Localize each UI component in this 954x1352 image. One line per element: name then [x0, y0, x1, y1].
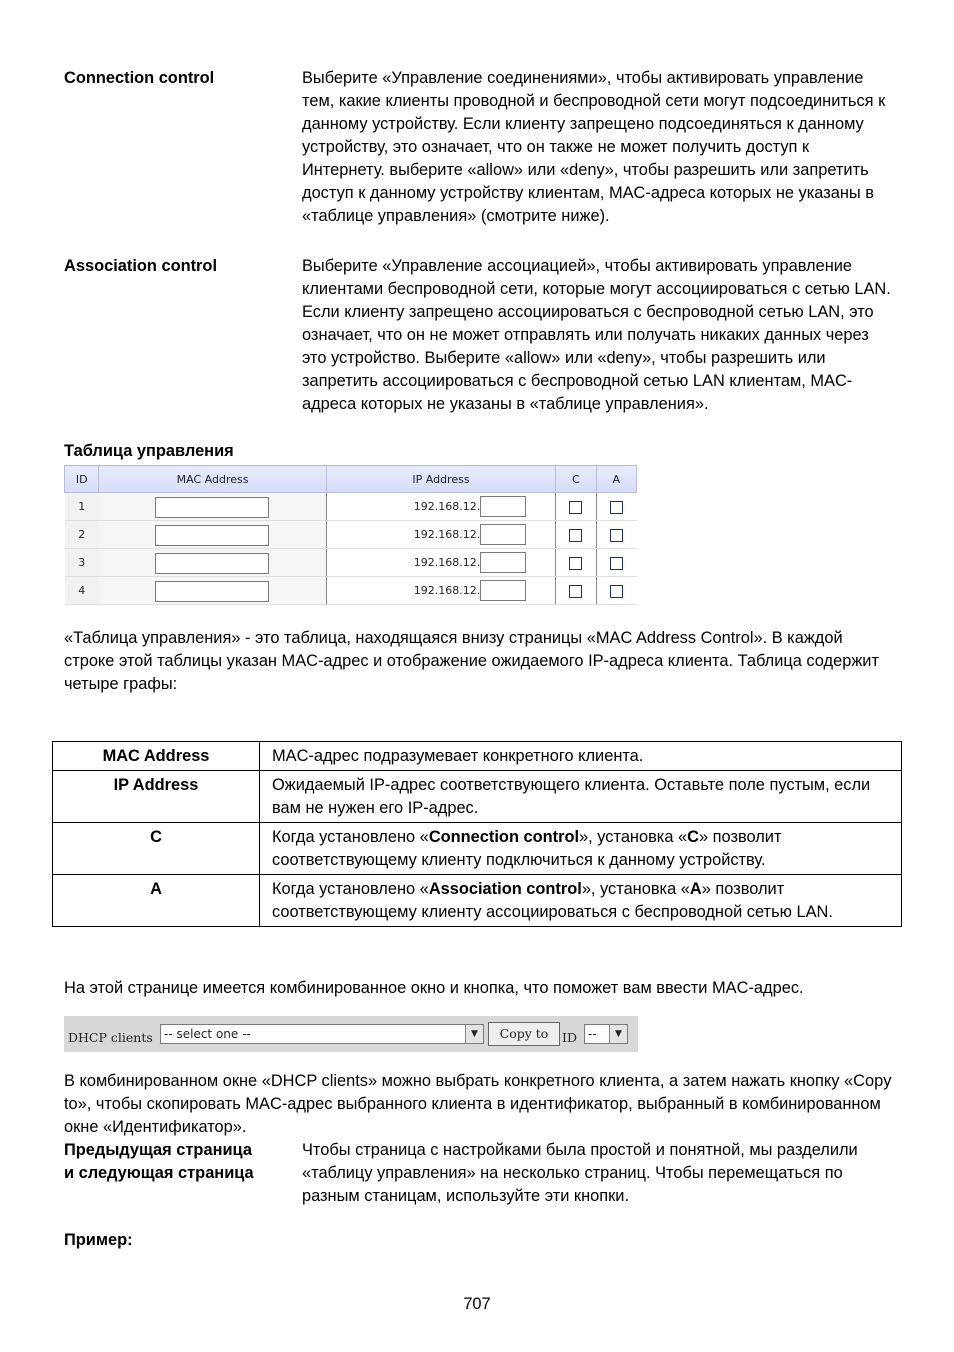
col-header-ip: IP Address	[326, 466, 556, 493]
ip-prefix: 192.168.12.	[413, 500, 481, 513]
desc-connection-control: Выберите «Управление соединениями», чтобы активировать управление тем, какие клиенты проводной и беспроводной сети могут подсоединиться к данному устройству. Если клиенту запрещено подсоединяться к данному устройству, это означает, что он также не может получить доступ к Интернету. выберите «allow» или «deny», чтобы разрешить или запретить доступ к данному устройству клиентам, MAC-адреса которых не указаны в «таблице управления» (смотрите ниже).	[302, 69, 886, 225]
def-key-ip: IP Address	[53, 771, 260, 823]
def-text-mac: MAC-адрес подразумевает конкретного клиента.	[260, 742, 902, 771]
table-row	[65, 577, 637, 605]
def-key-mac: MAC Address	[53, 742, 260, 771]
term-connection-control: Connection control	[64, 69, 215, 87]
dhcp-clients-label: DHCP clients	[68, 1030, 153, 1045]
id-select-value: --	[588, 1027, 597, 1041]
def-text-bold: C	[687, 828, 699, 846]
mac-input[interactable]	[155, 553, 269, 574]
table-row	[53, 875, 902, 927]
mac-input[interactable]	[155, 581, 269, 602]
desc-association-control: Выберите «Управление ассоциацией», чтобы активировать управление клиентами беспроводной сети, которые могут ассоциироваться с сетью LAN. Если клиенту запрещено ассоциироваться с беспроводной сетью LAN, это означает, что он не может отправлять или получать никаких данных через это устройство. Выберите «allow» или «deny», чтобы разрешить или запретить ассоциироваться с беспроводной сетью LAN клиентам, MAC-адреса которых не указаны в «таблице управления».	[302, 257, 891, 413]
control-table-heading: Таблица управления	[64, 442, 234, 460]
dhcp-clients-select[interactable]	[160, 1024, 484, 1044]
ip-input[interactable]	[480, 552, 526, 573]
def-text-part: », установка «	[579, 828, 688, 846]
copy-to-button[interactable]: Copy to	[488, 1022, 560, 1046]
dhcp-clients-bar	[64, 1016, 638, 1052]
table-row	[53, 823, 902, 875]
ip-prefix: 192.168.12.	[413, 556, 481, 569]
association-checkbox[interactable]	[610, 585, 623, 598]
row-id: 3	[65, 549, 99, 577]
connection-checkbox[interactable]	[569, 501, 582, 514]
association-checkbox[interactable]	[610, 557, 623, 570]
table-row	[53, 771, 902, 823]
desc-pages: Чтобы страница с настройками была простой и понятной, мы разделили «таблицу управления» на несколько страниц. Чтобы перемещаться по разным станицам, используйте эти кнопки.	[302, 1141, 858, 1205]
combo-paragraph: На этой странице имеется комбинированное окно и кнопка, что поможет вам ввести MAC-адрес.	[64, 979, 804, 997]
term-association-control: Association control	[64, 257, 217, 275]
def-text-part: » позволит соответствующему клиенту подключиться к данному устройству.	[272, 828, 782, 869]
ip-prefix: 192.168.12.	[413, 528, 481, 541]
def-key-a: A	[53, 875, 260, 927]
table-row	[65, 521, 637, 549]
intro-paragraph: «Таблица управления» - это таблица, находящаяся внизу страницы «MAC Address Control». В каждой строке этой таблицы указан MAC-адрес и отображение ожидаемого IP-адреса клиента. Таблица содержит четыре графы:	[64, 629, 879, 693]
term-pages-line1: Предыдущая страница	[64, 1141, 252, 1159]
def-text-bold: Association control	[428, 880, 582, 898]
def-key-c: C	[53, 823, 260, 875]
def-text-c	[260, 823, 902, 875]
col-header-c: C	[556, 466, 596, 493]
def-text-part: Когда установлено «	[272, 828, 429, 846]
col-header-a: A	[596, 466, 636, 493]
connection-checkbox[interactable]	[569, 529, 582, 542]
term-pages-line2: и следующая страница	[64, 1164, 254, 1182]
def-text-a	[260, 875, 902, 927]
mac-input[interactable]	[155, 497, 269, 518]
dhcp-paragraph: В комбинированном окне «DHCP clients» можно выбрать конкретного клиента, а затем нажать кнопку «Copy to», чтобы скопировать MAC-адрес выбранного клиента в идентификатор, выбранный в комбинированном окне «Идентификатор».	[64, 1072, 892, 1136]
ip-input[interactable]	[480, 580, 526, 601]
connection-checkbox[interactable]	[569, 585, 582, 598]
col-header-mac: MAC Address	[99, 466, 326, 493]
ip-input[interactable]	[480, 524, 526, 545]
ip-prefix: 192.168.12.	[413, 584, 481, 597]
control-table	[64, 465, 637, 605]
dhcp-clients-select-value: -- select one --	[164, 1027, 251, 1041]
def-text-part: », установка «	[581, 880, 690, 898]
def-text-part: Когда установлено «	[272, 880, 429, 898]
row-id: 1	[65, 493, 99, 521]
col-header-id: ID	[65, 466, 99, 493]
row-id: 2	[65, 521, 99, 549]
id-label: ID	[562, 1030, 577, 1045]
table-row	[65, 549, 637, 577]
id-select[interactable]	[584, 1024, 628, 1044]
row-id: 4	[65, 577, 99, 605]
def-text-part: » позволит соответствующему клиенту ассоциироваться с беспроводной сетью LAN.	[272, 880, 833, 921]
ip-input[interactable]	[480, 496, 526, 517]
association-checkbox[interactable]	[610, 501, 623, 514]
example-label: Пример:	[64, 1231, 133, 1249]
def-text-bold: A	[689, 880, 702, 898]
definitions-table	[52, 741, 902, 927]
def-text-bold: Connection control	[428, 828, 580, 846]
mac-input[interactable]	[155, 525, 269, 546]
chevron-down-icon[interactable]: ▼	[465, 1025, 483, 1043]
table-row	[65, 493, 637, 521]
connection-checkbox[interactable]	[569, 557, 582, 570]
association-checkbox[interactable]	[610, 529, 623, 542]
page-number: 707	[463, 1295, 491, 1313]
table-row	[53, 742, 902, 771]
def-text-ip: Ожидаемый IP-адрес соответствующего клиента. Оставьте поле пустым, если вам не нужен его IP-адрес.	[260, 771, 902, 823]
chevron-down-icon[interactable]: ▼	[609, 1025, 627, 1043]
